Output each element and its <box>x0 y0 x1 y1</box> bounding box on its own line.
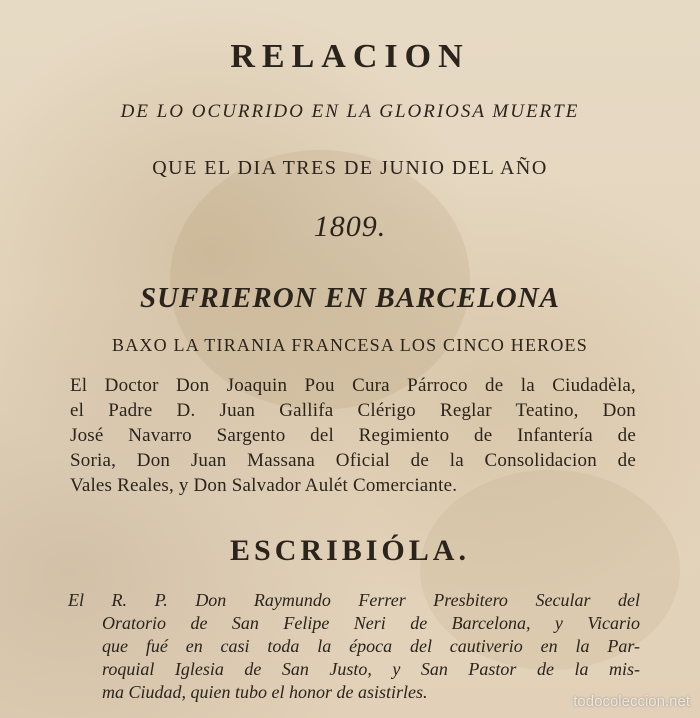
paragraph-line: Soria, Don Juan Massana Oficial de la Consolidacion de <box>70 450 636 471</box>
paragraph-line: José Navarro Sargento del Regimiento de Infantería de <box>70 425 636 446</box>
document-heading-baxo: BAXO LA TIRANIA FRANCESA LOS CINCO HEROES <box>112 335 588 355</box>
author-line: ma Ciudad, quien tubo el honor de asistirles. <box>102 682 428 702</box>
author-paragraph <box>68 589 640 704</box>
document-title: RELACION <box>230 38 470 75</box>
paragraph-line: el Padre D. Juan Gallifa Clérigo Reglar Teatino, Don <box>70 400 636 421</box>
paragraph-line: El Doctor Don Joaquin Pou Cura Párroco de la Ciudadèla, <box>70 375 636 396</box>
paragraph-line: Vales Reales, y Don Salvador Aulét Comerciante. <box>70 475 458 496</box>
author-line: El R. P. Don Raymundo Ferrer Presbitero Secular del <box>68 590 640 610</box>
document-subtitle-italic: DE LO OCURRIDO EN LA GLORIOSA MUERTE <box>120 101 580 122</box>
author-line: roquial Iglesia de San Justo, y San Pastor de la mis- <box>102 659 640 679</box>
author-line: Oratorio de San Felipe Neri de Barcelona, y Vicario <box>102 613 640 633</box>
document-subtitle: QUE EL DIA TRES DE JUNIO DEL AÑO <box>152 157 548 179</box>
document-year: 1809. <box>313 210 387 243</box>
author-line: que fué en casi toda la época del cautiverio en la Par- <box>102 636 640 656</box>
heroes-paragraph <box>70 373 636 498</box>
document-heading-escribiola: ESCRIBIÓLA. <box>230 534 470 567</box>
paper-stain <box>170 150 470 410</box>
document-heading-sufrieron: SUFRIERON EN BARCELONA <box>139 282 561 314</box>
watermark: todocoleccion.net <box>573 693 690 710</box>
